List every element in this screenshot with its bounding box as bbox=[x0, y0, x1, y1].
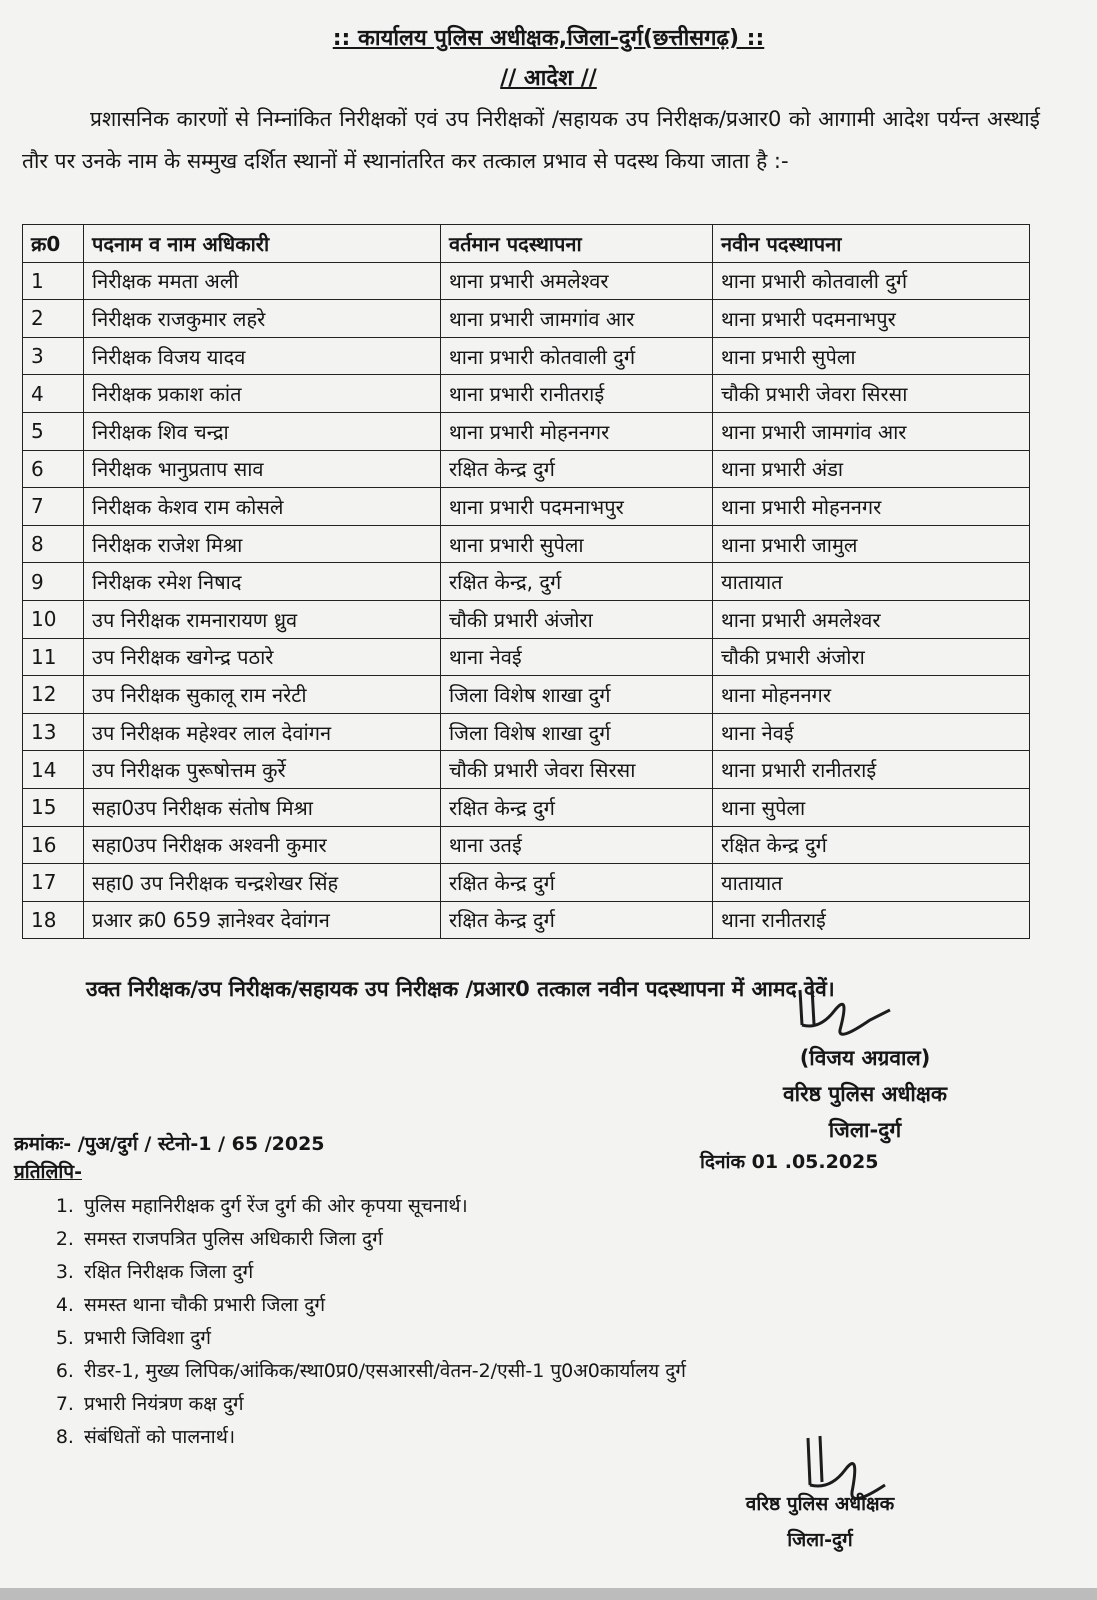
cell-officer: उप निरीक्षक महेश्वर लाल देवांगन bbox=[84, 713, 441, 751]
cell-serial: 4 bbox=[23, 375, 84, 413]
copy-item: 4. समस्त थाना चौकी प्रभारी जिला दुर्ग bbox=[80, 1289, 980, 1322]
cell-current-posting: चौकी प्रभारी अंजोरा bbox=[441, 600, 713, 638]
table-row bbox=[23, 901, 1030, 939]
cell-current-posting: रक्षित केन्द्र दुर्ग bbox=[441, 864, 713, 902]
cell-serial: 8 bbox=[23, 525, 84, 563]
cell-new-posting: यातायात bbox=[713, 864, 1030, 902]
cell-current-posting: रक्षित केन्द्र, दुर्ग bbox=[441, 563, 713, 601]
signatory-designation: वरिष्ठ पुलिस अधीक्षक bbox=[782, 1082, 948, 1106]
cell-officer: निरीक्षक प्रकाश कांत bbox=[84, 375, 441, 413]
cell-new-posting: थाना प्रभारी कोतवाली दुर्ग bbox=[713, 262, 1030, 300]
cell-new-posting: थाना प्रभारी रानीतराई bbox=[713, 751, 1030, 789]
cell-current-posting: थाना उतई bbox=[441, 826, 713, 864]
cell-officer: निरीक्षक विजय यादव bbox=[84, 337, 441, 375]
cell-officer: उप निरीक्षक सुकालू राम नरेटी bbox=[84, 676, 441, 714]
cell-new-posting: थाना रानीतराई bbox=[713, 901, 1030, 939]
cell-serial: 5 bbox=[23, 412, 84, 450]
intro-paragraph: प्रशासनिक कारणों से निम्नांकित निरीक्षकों एवं उप निरीक्षकों /सहायक उप निरीक्षक/प्रआर0 को आगामी आदेश पर्यन्त अस्थाई तौर पर उनके नाम के सम्मुख दर्शित स्थानों में स्थानांतरित कर तत्काल प्रभाव से पदस्थ किया जाता है :- bbox=[22, 107, 1040, 173]
cell-officer: उप निरीक्षक रामनारायण ध्रुव bbox=[84, 600, 441, 638]
cell-current-posting: जिला विशेष शाखा दुर्ग bbox=[441, 713, 713, 751]
table-row bbox=[23, 412, 1030, 450]
cell-new-posting: थाना प्रभारी अमलेश्वर bbox=[713, 600, 1030, 638]
signatory-district: जिला-दुर्ग bbox=[828, 1118, 902, 1142]
cell-current-posting: चौकी प्रभारी जेवरा सिरसा bbox=[441, 751, 713, 789]
cell-officer: निरीक्षक केशव राम कोसले bbox=[84, 488, 441, 526]
copy-item: 5. प्रभारी जिविशा दुर्ग bbox=[80, 1322, 980, 1355]
copy-item: 8. संबंधितों को पालनार्थ। bbox=[80, 1421, 980, 1454]
cell-officer: प्रआर क्र0 659 ज्ञानेश्वर देवांगन bbox=[84, 901, 441, 939]
cell-new-posting: थाना मोहननगर bbox=[713, 676, 1030, 714]
cell-new-posting: रक्षित केन्द्र दुर्ग bbox=[713, 826, 1030, 864]
cell-officer: निरीक्षक भानुप्रताप साव bbox=[84, 450, 441, 488]
copy-item: 6. रीडर-1, मुख्य लिपिक/आंकिक/स्था0प्र0/एसआरसी/वेतन-2/एसी-1 पु0अ0कार्यालय दुर्ग bbox=[80, 1355, 980, 1388]
cell-current-posting: थाना प्रभारी सुपेला bbox=[441, 525, 713, 563]
cell-current-posting: रक्षित केन्द्र दुर्ग bbox=[441, 450, 713, 488]
cell-current-posting: थाना प्रभारी पदमनाभपुर bbox=[441, 488, 713, 526]
copy-item: 7. प्रभारी नियंत्रण कक्ष दुर्ग bbox=[80, 1388, 980, 1421]
table-row bbox=[23, 563, 1030, 601]
cell-serial: 12 bbox=[23, 676, 84, 714]
cell-officer: सहा0 उप निरीक्षक चन्द्रशेखर सिंह bbox=[84, 864, 441, 902]
cell-current-posting: जिला विशेष शाखा दुर्ग bbox=[441, 676, 713, 714]
cell-serial: 10 bbox=[23, 600, 84, 638]
copy-item: 1. पुलिस महानिरीक्षक दुर्ग रेंज दुर्ग की ओर कृपया सूचनार्थ। bbox=[80, 1190, 980, 1223]
table-header-row bbox=[23, 225, 1030, 263]
cell-current-posting: थाना प्रभारी मोहननगर bbox=[441, 412, 713, 450]
cell-officer: सहा0उप निरीक्षक अश्वनी कुमार bbox=[84, 826, 441, 864]
cell-current-posting: थाना प्रभारी रानीतराई bbox=[441, 375, 713, 413]
table-row bbox=[23, 600, 1030, 638]
table-row bbox=[23, 262, 1030, 300]
bottom-signature-block bbox=[700, 1486, 940, 1558]
table-row bbox=[23, 826, 1030, 864]
cell-officer: निरीक्षक शिव चन्द्रा bbox=[84, 412, 441, 450]
signatory-name: (विजय अग्रवाल) bbox=[799, 1046, 931, 1070]
cell-serial: 13 bbox=[23, 713, 84, 751]
table-row bbox=[23, 788, 1030, 826]
table-row bbox=[23, 300, 1030, 338]
table-row bbox=[23, 864, 1030, 902]
bottom-designation: वरिष्ठ पुलिस अधीक्षक bbox=[745, 1493, 895, 1515]
cell-serial: 11 bbox=[23, 638, 84, 676]
cell-serial: 3 bbox=[23, 337, 84, 375]
cell-new-posting: थाना प्रभारी मोहननगर bbox=[713, 488, 1030, 526]
cell-new-posting: थाना प्रभारी अंडा bbox=[713, 450, 1030, 488]
cell-serial: 18 bbox=[23, 901, 84, 939]
table-row bbox=[23, 375, 1030, 413]
table-row bbox=[23, 488, 1030, 526]
table-row bbox=[23, 525, 1030, 563]
office-title: :: कार्यालय पुलिस अधीक्षक,जिला-दुर्ग(छत्तीसगढ़) :: bbox=[332, 26, 765, 51]
cell-officer: निरीक्षक रमेश निषाद bbox=[84, 563, 441, 601]
cell-serial: 9 bbox=[23, 563, 84, 601]
table-row bbox=[23, 676, 1030, 714]
cell-current-posting: थाना प्रभारी जामगांव आर bbox=[441, 300, 713, 338]
header-serial: क्र0 bbox=[23, 225, 84, 263]
cell-new-posting: थाना सुपेला bbox=[713, 788, 1030, 826]
cell-serial: 16 bbox=[23, 826, 84, 864]
cell-serial: 7 bbox=[23, 488, 84, 526]
cell-current-posting: रक्षित केन्द्र दुर्ग bbox=[441, 901, 713, 939]
cell-current-posting: रक्षित केन्द्र दुर्ग bbox=[441, 788, 713, 826]
cell-current-posting: थाना प्रभारी कोतवाली दुर्ग bbox=[441, 337, 713, 375]
cell-officer: उप निरीक्षक पुरूषोत्तम कुर्रे bbox=[84, 751, 441, 789]
cell-new-posting: चौकी प्रभारी जेवरा सिरसा bbox=[713, 375, 1030, 413]
copy-item: 3. रक्षित निरीक्षक जिला दुर्ग bbox=[80, 1256, 980, 1289]
cell-serial: 15 bbox=[23, 788, 84, 826]
cell-new-posting: थाना नेवई bbox=[713, 713, 1030, 751]
cell-new-posting: थाना प्रभारी जामुल bbox=[713, 525, 1030, 563]
copy-to-heading: प्रतिलिपि- bbox=[14, 1161, 82, 1183]
reference-number: क्रमांकः- /पुअ/दुर्ग / स्टेनो-1 / 65 /2025 bbox=[14, 1133, 325, 1155]
cell-officer: निरीक्षक ममता अली bbox=[84, 262, 441, 300]
table-row bbox=[23, 450, 1030, 488]
table-row bbox=[23, 713, 1030, 751]
cell-new-posting: यातायात bbox=[713, 563, 1030, 601]
signature-block bbox=[735, 1040, 995, 1148]
cell-new-posting: थाना प्रभारी सुपेला bbox=[713, 337, 1030, 375]
header-new-posting: नवीन पदस्थापना bbox=[713, 225, 1030, 263]
cell-new-posting: थाना प्रभारी पदमनाभपुर bbox=[713, 300, 1030, 338]
cell-officer: निरीक्षक राजकुमार लहरे bbox=[84, 300, 441, 338]
table-row bbox=[23, 337, 1030, 375]
cell-current-posting: थाना प्रभारी अमलेश्वर bbox=[441, 262, 713, 300]
cell-officer: उप निरीक्षक खगेन्द्र पठारे bbox=[84, 638, 441, 676]
cell-serial: 2 bbox=[23, 300, 84, 338]
bottom-district: जिला-दुर्ग bbox=[787, 1529, 853, 1551]
copy-item: 2. समस्त राजपत्रित पुलिस अधिकारी जिला दुर्ग bbox=[80, 1223, 980, 1256]
table-row bbox=[23, 751, 1030, 789]
cell-new-posting: चौकी प्रभारी अंजोरा bbox=[713, 638, 1030, 676]
cell-serial: 1 bbox=[23, 262, 84, 300]
cell-current-posting: थाना नेवई bbox=[441, 638, 713, 676]
copy-list bbox=[50, 1190, 980, 1454]
closing-paragraph: उक्त निरीक्षक/उप निरीक्षक/सहायक उप निरीक्षक /प्रआर0 तत्काल नवीन पदस्थापना में आमद देवें। bbox=[86, 977, 835, 1001]
header-officer: पदनाम व नाम अधिकारी bbox=[84, 225, 441, 263]
cell-officer: निरीक्षक राजेश मिश्रा bbox=[84, 525, 441, 563]
table-row bbox=[23, 638, 1030, 676]
order-heading: // आदेश // bbox=[500, 66, 597, 91]
cell-serial: 17 bbox=[23, 864, 84, 902]
order-date: दिनांक 01 .05.2025 bbox=[700, 1151, 879, 1173]
transfer-table bbox=[22, 224, 1030, 939]
bottom-bar bbox=[0, 1588, 1097, 1600]
cell-serial: 6 bbox=[23, 450, 84, 488]
header-current-posting: वर्तमान पदस्थापना bbox=[441, 225, 713, 263]
cell-serial: 14 bbox=[23, 751, 84, 789]
cell-officer: सहा0उप निरीक्षक संतोष मिश्रा bbox=[84, 788, 441, 826]
cell-new-posting: थाना प्रभारी जामगांव आर bbox=[713, 412, 1030, 450]
